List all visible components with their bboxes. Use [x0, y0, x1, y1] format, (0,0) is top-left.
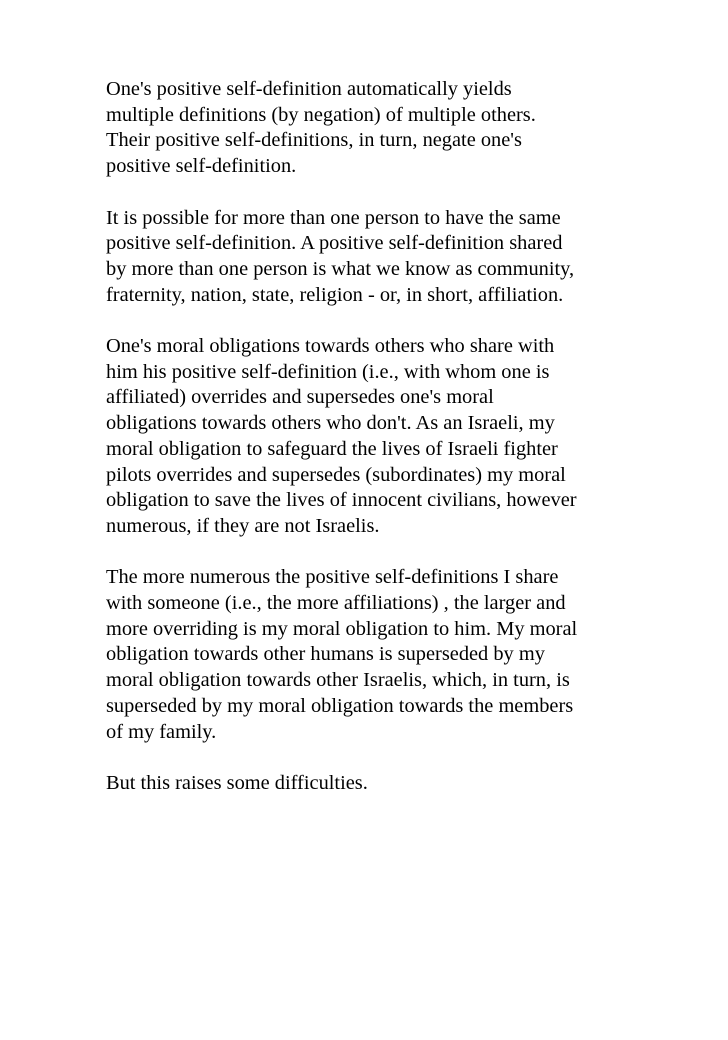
text-line: numerous, if they are not Israelis.	[106, 514, 380, 537]
paragraph-3	[106, 334, 626, 540]
text-line: moral obligation to safeguard the lives of Israeli fighter	[106, 437, 558, 460]
text-line: The more numerous the positive self-definitions I share	[106, 566, 559, 589]
text-line: pilots overrides and supersedes (subordinates) my moral	[106, 463, 566, 486]
text-line: by more than one person is what we know as community,	[106, 257, 575, 280]
text-line: fraternity, nation, state, religion - or, in short, affiliation.	[106, 283, 564, 306]
document-body	[106, 77, 626, 822]
paragraph-1	[106, 77, 626, 180]
paragraph-4	[106, 565, 626, 745]
text-line: One's positive self-definition automatically yields	[106, 78, 512, 100]
text-line: positive self-definition.	[106, 155, 297, 178]
paragraph-5	[106, 771, 626, 797]
text-line: of my family.	[106, 720, 217, 743]
text-line: positive self-definition. A positive self-definition shared	[106, 232, 563, 255]
text-line: obligation towards other humans is superseded by my	[106, 643, 545, 666]
text-line: obligation to save the lives of innocent civilians, however	[106, 489, 577, 512]
text-line: Their positive self-definitions, in turn, negate one's	[106, 129, 522, 152]
text-line: obligations towards others who don't. As an Israeli, my	[106, 412, 555, 435]
text-line: But this raises some difficulties.	[106, 771, 368, 794]
text-line: It is possible for more than one person to have the same	[106, 206, 561, 229]
text-line: with someone (i.e., the more affiliations) , the larger and	[106, 592, 566, 615]
text-line: superseded by my moral obligation towards the members	[106, 694, 574, 717]
text-line: One's moral obligations towards others who share with	[106, 335, 555, 357]
text-line: moral obligation towards other Israelis, which, in turn, is	[106, 669, 570, 692]
text-line: affiliated) overrides and supersedes one's moral	[106, 386, 494, 409]
paragraph-2	[106, 206, 626, 309]
text-line: him his positive self-definition (i.e., with whom one is	[106, 360, 550, 383]
text-line: multiple definitions (by negation) of multiple others.	[106, 103, 536, 126]
text-line: more overriding is my moral obligation to him. My moral	[106, 617, 578, 640]
